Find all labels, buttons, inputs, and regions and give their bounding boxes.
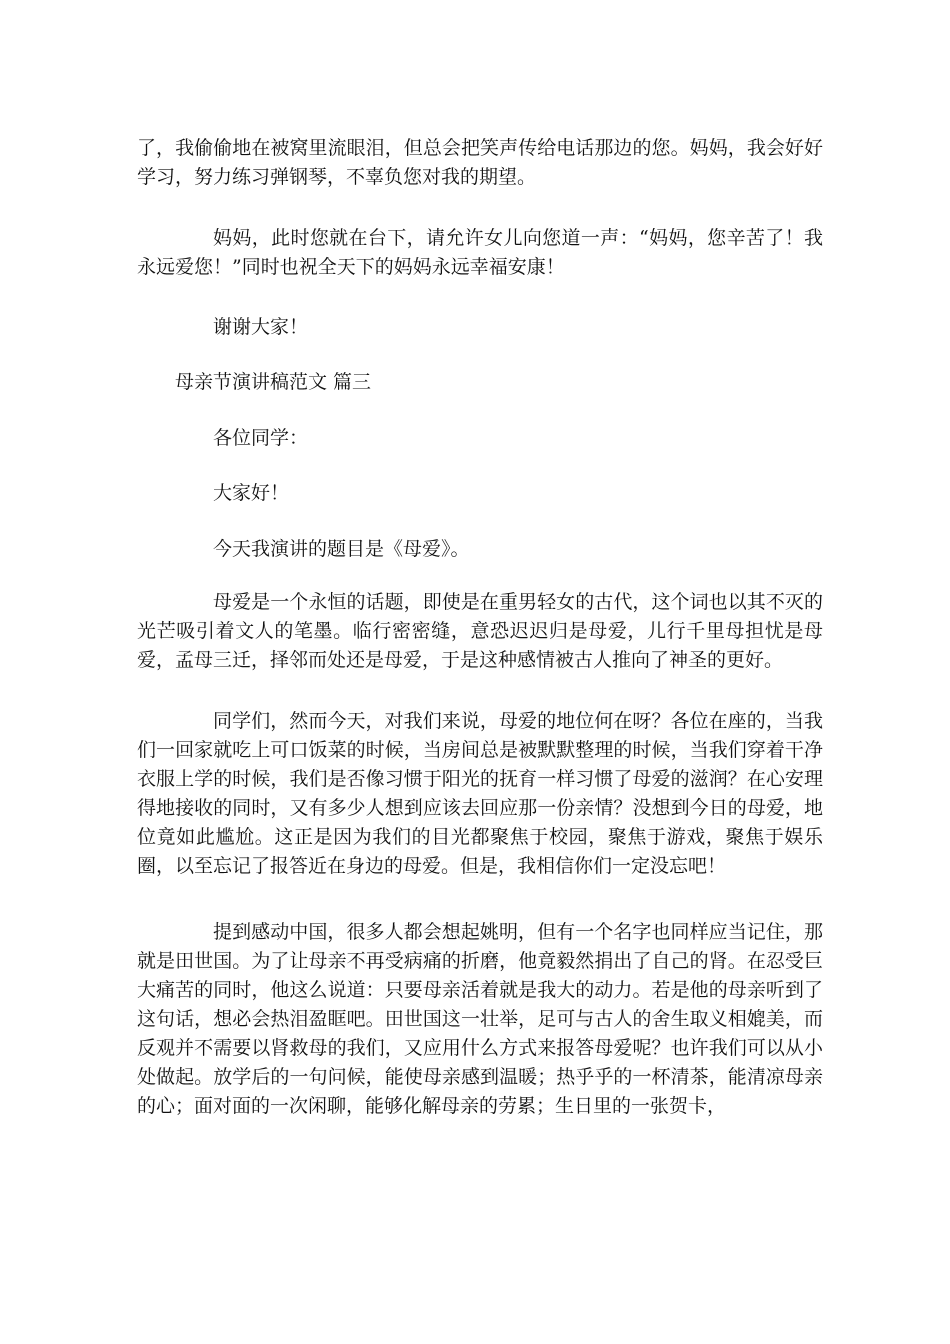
section-heading: 母亲节演讲稿范文 篇三	[175, 371, 372, 393]
paragraph-salutation: 各位同学：	[213, 427, 309, 449]
paragraph-mother-in-audience: 妈妈，此时您就在台下，请允许女儿向您道一声：“妈妈，您辛苦了！我永远爱您！”同时也祝全天下的妈妈永远幸福安康！	[137, 227, 823, 278]
paragraph-thanks: 谢谢大家！	[213, 316, 309, 338]
paragraph-eternal-topic: 母爱是一个永恒的话题，即使是在重男轻女的古代，这个词也以其不灭的光芒吸引着文人的笔墨。临行密密缝，意恐迟迟归是母爱，儿行千里母担忧是母爱，孟母三迁，择邻而处还是母爱，于是这种感情被古人推向了神圣的更好。	[137, 591, 823, 671]
paragraph-greeting: 大家好！	[213, 482, 290, 504]
paragraph-topic: 今天我演讲的题目是《母爱》。	[213, 538, 470, 560]
paragraph-continuation: 了，我偷偷地在被窝里流眼泪，但总会把笑声传给电话那边的您。妈妈，我会好好学习，努力练习弹钢琴，不辜负您对我的期望。	[137, 137, 823, 188]
paragraph-touching-china: 提到感动中国，很多人都会想起姚明，但有一个名字也同样应当记住，那就是田世国。为了让母亲不再受病痛的折磨，他竟毅然捐出了自己的肾。在忍受巨大痛苦的同时，他这么说道：只要母亲活着就是我大的动力。若是他的母亲听到了这句话，想必会热泪盈眶吧。田世国这一壮举，足可与古人的舍生取义相媲美，而反观并不需要以肾救母的我们，又应用什么方式来报答母爱呢？也许我们可以从小处做起。放学后的一句问候，能使母亲感到温暖；热乎乎的一杯清茶，能清凉母亲的心；面对面的一次闲聊，能够化解母亲的劳累；生日里的一张贺卡，	[137, 921, 823, 1117]
paragraph-classmates: 同学们，然而今天，对我们来说，母爱的地位何在呀？各位在座的，当我们一回家就吃上可口饭菜的时候，当房间总是被默默整理的时候，当我们穿着干净衣服上学的时候，我们是否像习惯于阳光的抚育一样习惯了母爱的滋润？在心安理得地接收的同时，又有多少人想到应该去回应那一份亲情？没想到今日的母爱，地位竟如此尴尬。这正是因为我们的目光都聚焦于校园，聚焦于游戏，聚焦于娱乐圈，以至忘记了报答近在身边的母爱。但是，我相信你们一定没忘吧！	[137, 710, 823, 877]
